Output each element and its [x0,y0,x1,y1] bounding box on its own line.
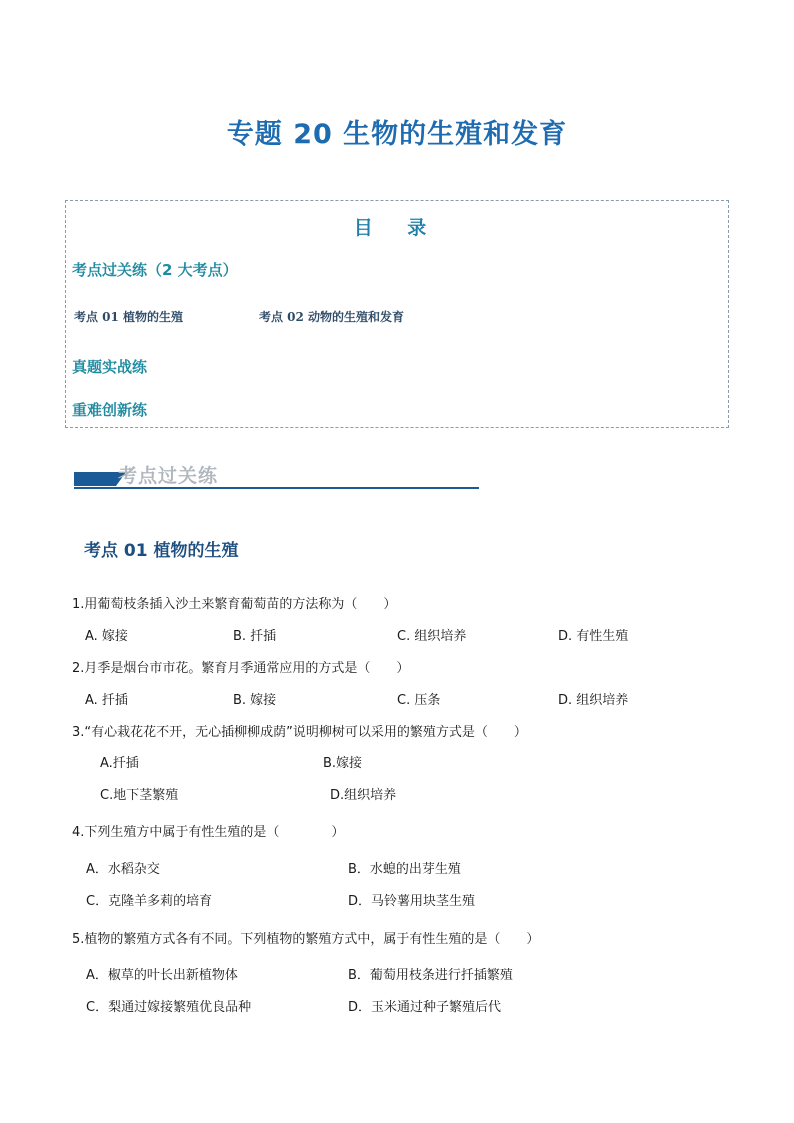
option: D. 组织培养 [558,693,629,708]
option: A. 扦插 [85,693,128,708]
toc-sub-link-animal[interactable]: 考点 02 动物的生殖和发育 [259,310,405,324]
question-stem: 5.植物的繁殖方式各有不同。下列植物的繁殖方式中，属于有性生殖的是（ ） [72,932,540,947]
section-underline [74,487,479,489]
option: B.嫁接 [323,756,363,771]
option: B．葡萄用枝条进行扦插繁殖 [348,968,513,983]
section-bar [74,472,116,486]
toc-link-innovation[interactable]: 重难创新练 [72,401,148,419]
question-stem: 4.下列生殖方中属于有性生殖的是（ ） [72,825,345,840]
toc-sub-link-plant[interactable]: 考点 01 植物的生殖 [74,310,184,324]
page-title: 专题 20 生物的生殖和发育 [226,119,568,150]
table-of-contents [65,200,729,428]
option: A．水稻杂交 [86,862,160,877]
toc-link-real-exam[interactable]: 真题实战练 [72,358,148,376]
option: C．梨通过嫁接繁殖优良品种 [86,1000,252,1015]
option: A. 嫁接 [85,629,128,644]
question-stem: 3.“有心栽花花不开，无心插柳柳成荫”说明柳树可以采用的繁殖方式是（ ） [72,725,527,740]
option: B. 扦插 [233,629,277,644]
option: C. 压条 [397,693,441,708]
option: D．马铃薯用块茎生殖 [348,894,476,909]
option: B. 嫁接 [233,693,277,708]
option: C．克隆羊多莉的培育 [86,894,213,909]
option: D．玉米通过种子繁殖后代 [348,1000,502,1015]
option: A．椒草的叶长出新植物体 [86,968,238,983]
toc-heading: 目 录 [353,217,441,239]
toc-link-exercises[interactable]: 考点过关练（2 大考点） [72,261,238,279]
section-label: 考点过关练 [118,465,219,487]
option: C.地下茎繁殖 [100,788,179,803]
sub-heading: 考点 01 植物的生殖 [84,541,239,561]
option: D.组织培养 [330,788,397,803]
option: A.扦插 [100,756,139,771]
option: C. 组织培养 [397,629,467,644]
question-stem: 2.月季是烟台市市花。繁育月季通常应用的方式是（ ） [72,661,410,676]
question-stem: 1.用葡萄枝条插入沙土来繁育葡萄苗的方法称为（ ） [72,597,397,612]
option: B．水螅的出芽生殖 [348,862,461,877]
option: D. 有性生殖 [558,629,629,644]
